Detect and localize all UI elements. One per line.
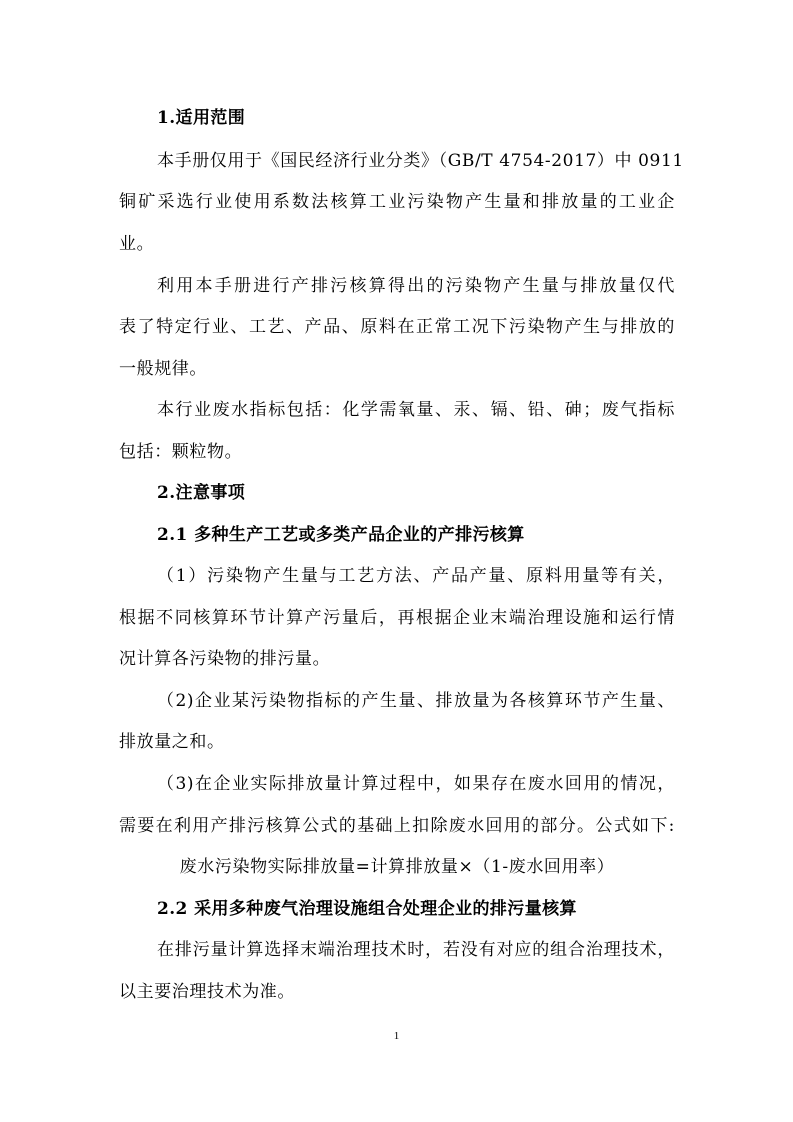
page-number: 1 (393, 1030, 400, 1042)
paragraph-line: 利用本手册进行产排污核算得出的污染物产生量与排放量仅代 (157, 276, 675, 296)
paragraph-line: 业。 (119, 234, 155, 254)
paragraph-line: 铜矿采选行业使用系数法核算工业污染物产生量和排放量的工业企 (119, 192, 675, 212)
section-1-title: 1.适用范围 (157, 108, 246, 128)
paragraph-line: 需要在利用产排污核算公式的基础上扣除废水回用的部分。公式如下: (119, 816, 675, 836)
paragraph-line: 表了特定行业、工艺、产品、原料在正常工况下污染物产生与排放的 (119, 317, 675, 337)
paragraph-line: 况计算各污染物的排污量。 (119, 649, 331, 669)
paragraph-line: 本行业废水指标包括：化学需氧量、汞、镉、铅、砷；废气指标 (157, 400, 675, 420)
paragraph-line: 以主要治理技术为准。 (119, 982, 295, 1002)
paragraph-line: 排放量之和。 (119, 732, 225, 752)
paragraph-line: 在排污量计算选择末端治理技术时，若没有对应的组合治理技术， (157, 940, 675, 960)
paragraph-line: 包括：颗粒物。 (119, 442, 243, 462)
paragraph-line: （1）污染物产生量与工艺方法、产品产量、原料用量等有关， (157, 566, 675, 586)
paragraph-line: 一般规律。 (119, 359, 207, 379)
section-2-2-title: 2.2 采用多种废气治理设施组合处理企业的排污量核算 (157, 899, 577, 919)
section-2-1-title: 2.1 多种生产工艺或多类产品企业的产排污核算 (157, 525, 525, 545)
section-2-title: 2.注意事项 (157, 483, 246, 503)
paragraph-line: 根据不同核算环节计算产污量后，再根据企业末端治理设施和运行情 (119, 608, 675, 628)
paragraph-line: （3)在企业实际排放量计算过程中，如果存在废水回用的情况， (157, 774, 675, 794)
formula: 废水污染物实际排放量=计算排放量×（1-废水回用率） (179, 857, 615, 877)
paragraph-line: （2)企业某污染物指标的产生量、排放量为各核算环节产生量、 (157, 691, 675, 711)
paragraph-line: 本手册仅用于《国民经济行业分类》（GB/T 4754-2017）中 0911 (157, 151, 684, 171)
